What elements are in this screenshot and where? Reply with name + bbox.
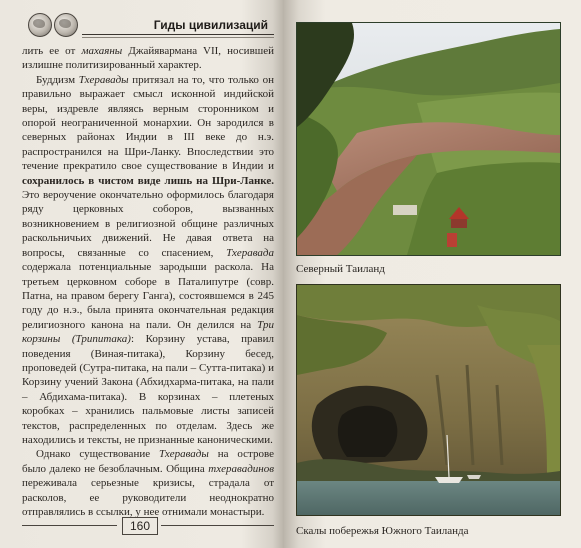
text-run: лить ее от <box>22 45 82 57</box>
text-run: Джайяварманa VII, носившей излишне политизированный характер. <box>22 45 274 72</box>
paragraph-3 <box>22 447 274 519</box>
italic-term: тхеравадинов <box>208 462 274 475</box>
italic-term: махаяны <box>81 45 123 57</box>
photo-northern-thailand <box>296 22 561 256</box>
bold-phrase: сохранилось в чистом виде лишь на Шри-Ланке. <box>22 174 274 187</box>
italic-term: Тхеравада <box>226 246 274 259</box>
running-header <box>24 12 274 38</box>
footer-rule-left <box>22 525 117 526</box>
text-run: содержала потенциальные зародыши раскола. На третьем церковном соборе в Паталипутре (совр. Патна, на правом берегу Ганга), состоявшемся в 245 году до н.э., была принята окончательная редакция религиозного канона на пали. Он делился на <box>22 261 274 331</box>
photo-caption-bottom: Скалы побережья Южного Таиланда <box>296 525 469 537</box>
page-number: 160 <box>122 517 158 535</box>
body-text <box>22 44 274 519</box>
photo-southern-thailand-cliffs <box>296 284 561 516</box>
text-run: Буддизм <box>36 73 79 86</box>
text-run: на острове было далеко не безоблачным. Община <box>22 448 274 475</box>
italic-term: Три корзины (Трипитака) <box>22 318 274 346</box>
text-run: Это вероучение окончательно оформилось благодаря ряду церковных соборов, вызванных возникновением в религиозной общине различных раскольничьих движений. Не давая ответа на вопросы, связанные со спасением, <box>22 189 274 259</box>
header-rule <box>82 34 274 35</box>
river-valley-image <box>297 23 560 255</box>
paragraph-2 <box>22 73 274 448</box>
left-page <box>0 0 284 548</box>
paragraph-1 <box>22 44 274 73</box>
text-run: переживала серьезные кризисы, страдала от расколов, ее руководители неоднократно отправлялись в ссылки, у нее отнимали монастыри. <box>22 477 274 518</box>
photo-caption-top: Северный Таиланд <box>296 263 385 275</box>
coastal-cliffs-image <box>297 285 560 515</box>
footer-rule-right <box>161 525 274 526</box>
globe-western-hemisphere-icon <box>28 13 52 37</box>
italic-term: Тхеравады <box>158 448 209 461</box>
text-run: Однако существование <box>36 448 159 461</box>
header-rule-thin <box>82 37 274 38</box>
globe-eastern-hemisphere-icon <box>54 13 78 37</box>
text-run: : Корзину устава, правил поведения (Виная-питака), Корзину бесед, проповедей (Сутра-питака, на пали – Сутта-питака) и Корзину учений Закона (Абхидхарма-питака, на пали – Абдихама-питака). В корзинах – плетеных коробках – хранились пальмовые листы записей текстов, распределенных по отделам. Здесь же находились и тексты, не признанные каноническими. <box>22 333 274 446</box>
text-run: притязал на то, что только он правильно выражает смысл исконной индийской веры, издревле являясь верным сторонником и опорой неограниченной монархии. Он зародился в северных районах Индии в III веке до н.э. распространился на Шри-Ланку. Впоследствии это течение прекратило свое существование в Индии и <box>22 73 274 173</box>
page-footer <box>22 516 274 536</box>
italic-term: Тхеравады <box>78 73 129 86</box>
running-header-title: Гиды цивилизаций <box>153 18 268 32</box>
